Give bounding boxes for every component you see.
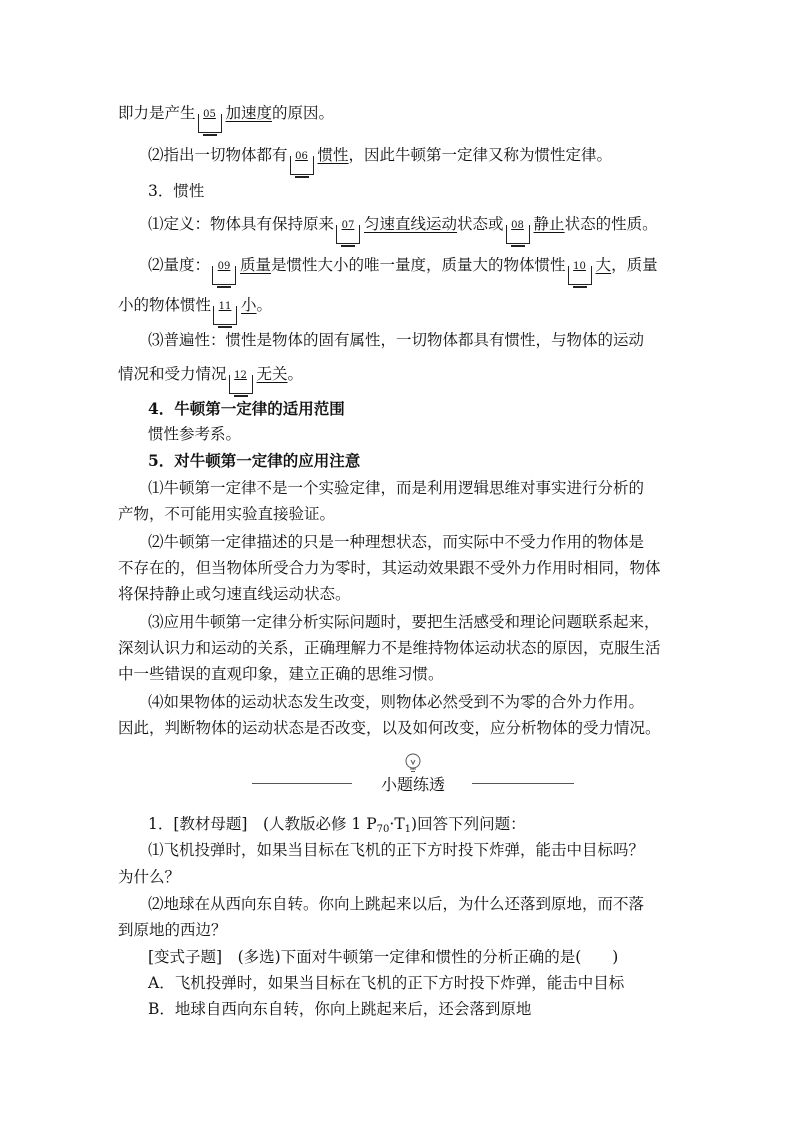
option-b: B．地球自西向东自转，你向上跳起来后，还会落到原地: [148, 1000, 532, 1018]
paragraph-app-4: ⑷如果物体的运动状态发生改变，则物体必然受到不为零的合外力作用。: [148, 693, 645, 711]
section-divider: [252, 752, 574, 792]
subscript: 1: [404, 824, 412, 835]
text: 的原因。: [272, 104, 335, 122]
paragraph-inertia-law: [148, 144, 678, 175]
answer-number: 08: [511, 220, 524, 231]
text: 状态或: [457, 215, 504, 233]
answer-number-box: [506, 220, 530, 244]
answer-text: 静止: [533, 215, 565, 233]
text: ·T: [389, 815, 405, 833]
answer-text: 质量: [240, 256, 272, 274]
paragraph-app-3-cont2: 中一些错误的直观印象，建立正确的思维习惯。: [118, 665, 444, 683]
paragraph-inertia-measure: [148, 254, 678, 285]
paragraph-app-2-cont2: 将保持静止或匀速直线运动状态。: [118, 585, 351, 603]
text: 是惯性大小的唯一量度，质量大的物体惯性: [271, 256, 566, 274]
answer-number: 09: [217, 261, 231, 272]
answer-number-box: [290, 151, 314, 175]
question-1-part-2: ⑵地球在从西向东自转。你向上跳起来以后，为什么还落到原地，而不落: [148, 895, 645, 913]
paragraph-force-cause: [118, 102, 678, 133]
paragraph-scope: 惯性参考系。: [148, 425, 242, 443]
text: ，因此牛顿第一定律又称为惯性定律。: [348, 146, 613, 164]
question-1-part-1-cont: 为什么？: [118, 868, 181, 886]
answer-number: 05: [203, 109, 216, 120]
answer-text: 无关: [256, 365, 288, 383]
paragraph-inertia-definition: [148, 213, 678, 244]
paragraph-inertia-small: [118, 294, 678, 325]
text: 情况和受力情况: [118, 365, 227, 383]
paragraph-universality: ⑶普遍性：惯性是物体的固有属性，一切物体都具有惯性，与物体的运动: [148, 331, 645, 349]
text: 即力是产生: [118, 104, 196, 122]
answer-number-box: [198, 109, 222, 133]
subscript: 70: [376, 824, 390, 835]
question-1-part-1: ⑴飞机投弹时，如果当目标在飞机的正下方时投下炸弹，能击中目标吗？: [148, 841, 645, 859]
question-1-title: [148, 813, 678, 841]
answer-number: 07: [341, 220, 355, 231]
paragraph-app-2: ⑵牛顿第一定律描述的只是一种理想状态，而实际中不受力作用的物体是: [148, 533, 645, 551]
text: ⑵量度：: [148, 256, 211, 274]
answer-number-box: [229, 370, 253, 394]
text: 。: [256, 296, 273, 314]
paragraph-app-3-cont: 深刻认识力和运动的关系，正确理解力不是维持物体运动状态的原因，克服生活: [118, 639, 661, 657]
divider-rule-left: [252, 783, 352, 784]
heading-scope: 4．牛顿第一定律的适用范围: [148, 399, 345, 418]
text: 小的物体惯性: [118, 296, 212, 314]
answer-number-box: [568, 261, 592, 285]
question-1-part-2-cont: 到原地的西边？: [118, 921, 227, 939]
heading-application: 5．对牛顿第一定律的应用注意: [148, 451, 361, 470]
answer-number-box: [336, 220, 360, 244]
paragraph-app-3: ⑶应用牛顿第一定律分析实际问题时，要把生活感受和理论问题联系起来，: [148, 613, 660, 631]
divider-rule-right: [472, 783, 574, 784]
text: )回答下列问题：: [411, 815, 526, 833]
variant-question: [变式子题] (多选)下面对牛顿第一定律和惯性的分析正确的是( ): [148, 948, 619, 966]
text: ⑵指出一切物体都有: [148, 146, 288, 164]
answer-number: 06: [295, 151, 308, 162]
answer-text: 惯性: [317, 146, 349, 164]
answer-text: 匀速直线运动: [364, 215, 458, 233]
paragraph-app-1-cont: 产物，不可能用实验直接验证。: [118, 505, 336, 523]
answer-number: 10: [573, 261, 586, 272]
answer-text: 小: [241, 296, 257, 314]
answer-text: 大: [595, 256, 612, 274]
paragraph-app-4-cont: 因此，判断物体的运动状态是否改变，以及如何改变，应分析物体的受力情况。: [118, 719, 661, 737]
paragraph-app-2-cont: 不存在的，但当物体所受合力为零时，其运动效果跟不受外力作用时相同，物体: [118, 559, 661, 577]
paragraph-universality-cont: [118, 363, 678, 394]
answer-number-box: [213, 301, 237, 325]
text: 。: [287, 365, 304, 383]
paragraph-app-1: ⑴牛顿第一定律不是一个实验定律，而是利用逻辑思维对事实进行分析的: [148, 479, 645, 497]
text: 1．[教材母题] (人教版必修 1 P: [148, 815, 377, 833]
text: ，质量: [611, 256, 658, 274]
answer-number-box: [212, 261, 236, 285]
bulb-icon: [402, 752, 424, 774]
answer-number: 12: [234, 370, 247, 381]
answer-text: 加速度: [225, 104, 273, 122]
option-a: A．飞机投弹时，如果当目标在飞机的正下方时投下炸弹，能击中目标: [148, 974, 625, 992]
heading-inertia: 3．惯性: [148, 182, 205, 200]
text: 状态的性质。: [564, 215, 658, 233]
answer-number: 11: [218, 301, 232, 312]
section-title: 小题练透: [380, 775, 445, 794]
text: ⑴定义：物体具有保持原来: [148, 215, 335, 233]
